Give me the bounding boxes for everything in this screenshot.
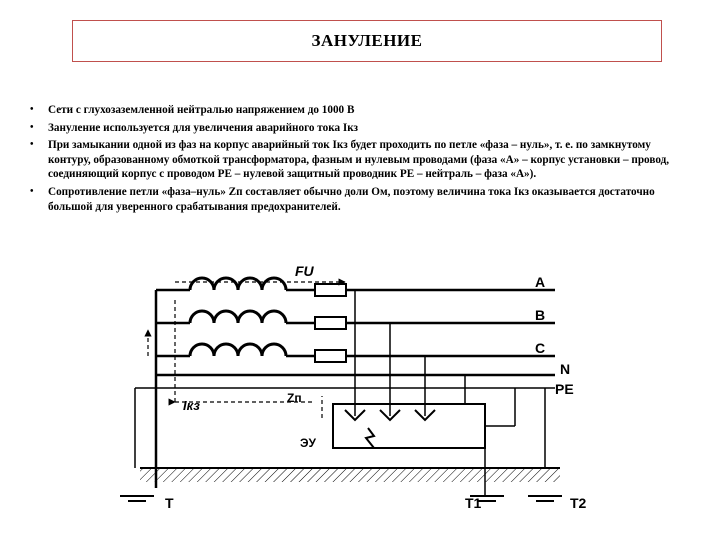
pe-label: PE — [555, 381, 574, 397]
bullet-marker: • — [30, 121, 34, 133]
phase-c-label: C — [535, 340, 546, 356]
bullet-item — [30, 138, 690, 182]
slide-title: ЗАНУЛЕНИЕ — [311, 31, 423, 50]
bullet-marker: • — [30, 104, 34, 115]
transformer-windings — [190, 278, 286, 356]
zp-label: Zп — [287, 391, 302, 405]
bullet-item — [30, 185, 690, 214]
phase-a-label: A — [535, 274, 546, 290]
ground-hatch — [140, 468, 560, 482]
neutral-label: N — [560, 361, 571, 377]
phase-b-label: B — [535, 307, 546, 323]
bullet-text: Сети с глухозаземленной нейтралью напряжением до 1000 В — [48, 104, 355, 116]
ground-symbol-t2 — [528, 496, 562, 501]
eu-label: ЭУ — [300, 436, 317, 450]
transformer-star — [156, 290, 190, 488]
bullet-marker: • — [30, 139, 34, 151]
title-box — [72, 20, 662, 62]
fuses — [315, 284, 346, 362]
t1-label: T1 — [465, 495, 482, 511]
t-label: T — [165, 495, 174, 511]
t2-label: T2 — [570, 495, 587, 511]
bullet-item — [30, 121, 690, 136]
bullet-marker: • — [30, 185, 34, 197]
equipment-feeds — [355, 290, 465, 416]
ground-symbol-t — [120, 496, 154, 501]
ikz-label: Iкз — [183, 398, 200, 413]
bullet-item — [30, 103, 690, 118]
bullet-text: Сопротивление петли «фаза–нуль» Zп составляет обычно доли Ом, поэтому величина тока Iкз оказывается достаточно большой для уверенного срабатывания предохранителей. — [48, 185, 655, 213]
bullet-list — [30, 103, 690, 217]
fu-label: FU — [295, 263, 314, 279]
equipment-housing — [333, 404, 485, 448]
zeroing-circuit-diagram — [0, 255, 720, 540]
bullet-text: Зануление используется для увеличения аварийного тока Iкз — [48, 121, 359, 134]
bullet-text: При замыкании одной из фаз на корпус аварийный ток Iкз будет проходить по петле «фаза – нуль», т. е. по замкнутому контуру, образованному обмоткой трансформатора, фазным и нулевым проводами (фаза «А» – корпус установки – провод, соединяющий корпус с проводом РЕ – нулевой защитный проводник РЕ – нейтраль – фаза «А»). — [48, 139, 670, 181]
